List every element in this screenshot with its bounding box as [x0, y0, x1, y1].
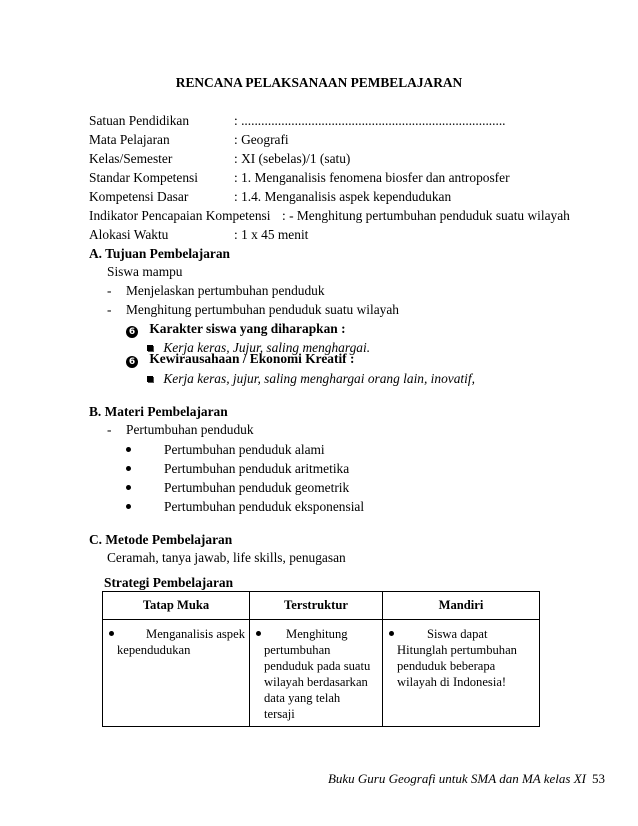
identity-label: Mata Pelajaran	[89, 132, 170, 147]
cell-text: tersaji	[264, 707, 295, 721]
cell-text: penduduk beberapa	[397, 659, 496, 673]
section-a-title: A. Tujuan Pembelajaran	[89, 246, 230, 261]
entrepreneur-heading-row	[126, 351, 354, 368]
page-footer	[328, 771, 605, 787]
entrepreneur-heading: Kewirausahaan / Ekonomi Kreatif :	[149, 351, 355, 366]
list-item-text: Pertumbuhan penduduk aritmetika	[164, 461, 350, 476]
table-cell	[383, 620, 540, 727]
list-item-text: Pertumbuhan penduduk eksponensial	[164, 499, 365, 514]
identity-label: Standar Kompetensi	[89, 170, 198, 185]
dash-bullet: -	[107, 283, 112, 298]
list-item-text: Menghitung pertumbuhan penduduk suatu wilayah	[126, 302, 399, 317]
table-cell	[250, 620, 383, 727]
cell-text: data yang telah	[264, 691, 341, 705]
entrepreneur-detail-row	[147, 371, 475, 387]
cell-text: Siswa dapat	[427, 627, 488, 641]
cell-text: wilayah berdasarkan	[264, 675, 368, 689]
identity-label: Satuan Pendidikan	[89, 113, 190, 128]
list-item	[126, 480, 350, 496]
section-b-title: B. Materi Pembelajaran	[89, 404, 228, 419]
list-item-text: Pertumbuhan penduduk geometrik	[164, 480, 350, 495]
bullet-dot-icon	[126, 466, 131, 471]
bullet-dot-icon	[109, 631, 114, 636]
list-item	[126, 499, 365, 515]
cell-text: Hitunglah pertumbuhan	[397, 643, 517, 657]
cell-text: pertumbuhan	[264, 643, 331, 657]
identity-value: : XI (sebelas)/1 (satu)	[234, 151, 351, 166]
character-heading: Karakter siswa yang diharapkan :	[149, 321, 346, 336]
identity-label: Alokasi Waktu	[89, 227, 169, 242]
bullet-dot-icon	[389, 631, 394, 636]
identity-value: : Geografi	[234, 132, 289, 147]
identity-value: : - Menghitung pertumbuhan penduduk suatu wilayah	[282, 208, 570, 223]
character-heading-row	[126, 321, 346, 338]
cell-text: penduduk pada suatu	[264, 659, 371, 673]
identity-value: : 1.4. Menganalisis aspek kependudukan	[234, 189, 452, 204]
bullet-dot-icon	[126, 485, 131, 490]
section-c-title: C. Metode Pembelajaran	[89, 532, 233, 547]
cell-first-line	[109, 626, 245, 642]
list-item	[107, 302, 399, 318]
bullet-dot-icon	[256, 631, 261, 636]
list-item-text: Menjelaskan pertumbuhan penduduk	[126, 283, 325, 298]
page-number: 53	[592, 771, 605, 786]
strategy-title: Strategi Pembelajaran	[104, 575, 234, 590]
cell-text: Menghitung	[286, 627, 348, 641]
circled-number-icon: 6	[126, 356, 138, 368]
dash-bullet: -	[107, 302, 112, 317]
cell-first-line	[256, 626, 378, 642]
section-b-topic: Pertumbuhan penduduk	[126, 422, 254, 437]
circled-number-icon: 6	[126, 326, 138, 338]
cell-text: wilayah di Indonesia!	[397, 675, 507, 689]
cell-text: Menganalisis aspek	[146, 627, 245, 641]
table-header-row	[103, 592, 540, 620]
identity-label: Kompetensi Dasar	[89, 189, 189, 204]
strategy-table	[102, 591, 540, 727]
identity-value: : ...............................................................................	[234, 113, 506, 128]
identity-value: : 1 x 45 menit	[234, 227, 309, 242]
table-header: Terstruktur	[250, 592, 383, 620]
cell-text: kependudukan	[117, 643, 191, 657]
table-header: Tatap Muka	[103, 592, 250, 620]
identity-value: : 1. Menganalisis fenomena biosfer dan antroposfer	[234, 170, 510, 185]
bullet-dot-icon	[126, 504, 131, 509]
identity-label: Indikator Pencapaian Kompetensi	[89, 208, 271, 223]
square-bullet-icon	[147, 376, 153, 382]
section-a-intro: Siswa mampu	[107, 264, 183, 279]
dash-bullet: -	[107, 422, 112, 437]
cell-first-line	[389, 626, 535, 642]
section-b-topic-row	[107, 422, 254, 438]
table-header: Mandiri	[383, 592, 540, 620]
table-row	[103, 620, 540, 727]
document-title: RENCANA PELAKSANAAN PEMBELAJARAN	[175, 75, 463, 90]
entrepreneur-detail: Kerja keras, jujur, saling menghargai orang lain, inovatif,	[163, 371, 475, 386]
list-item	[126, 461, 350, 477]
section-c-text: Ceramah, tanya jawab, life skills, penugasan	[107, 550, 346, 565]
footer-book-title: Buku Guru Geografi untuk SMA dan MA kelas XI	[327, 771, 586, 786]
list-item	[126, 442, 325, 458]
character-detail: Kerja keras, Jujur, saling menghargai.	[163, 340, 371, 355]
table-cell	[103, 620, 250, 727]
identity-label: Kelas/Semester	[89, 151, 173, 166]
list-item	[107, 283, 325, 299]
list-item-text: Pertumbuhan penduduk alami	[164, 442, 325, 457]
bullet-dot-icon	[126, 447, 131, 452]
